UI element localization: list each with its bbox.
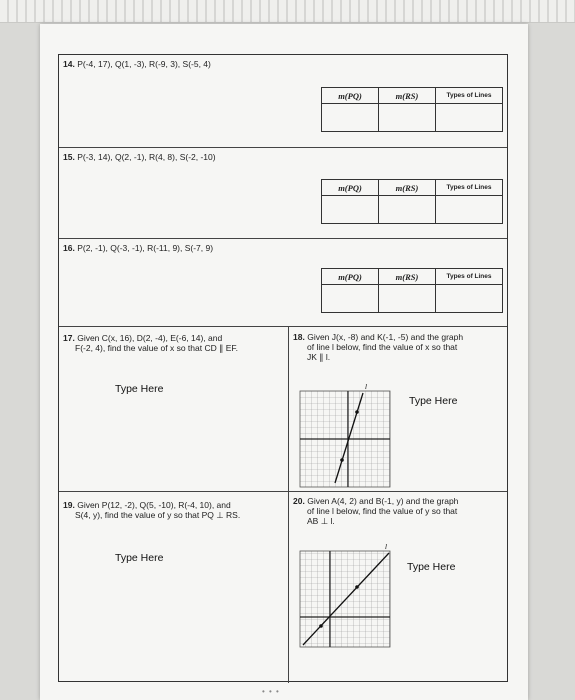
problem-text-line2: S(4, y), find the value of y so that PQ ⊥ RS.: [75, 510, 241, 520]
answer-cell[interactable]: [322, 196, 379, 224]
divider: [59, 147, 507, 148]
page-indicator: • • •: [262, 687, 280, 696]
graph-point: [340, 458, 344, 462]
problem-text-line1: Given P(12, -2), Q(5, -10), R(-4, 10), and: [77, 500, 231, 510]
notebook-spiral: [0, 0, 575, 23]
problem-number: 18.: [293, 332, 305, 342]
answer-cell[interactable]: [322, 285, 379, 313]
problem-17: [63, 333, 283, 353]
col-m-pq: m(PQ): [322, 88, 379, 104]
answer-19-input[interactable]: Type Here: [115, 552, 164, 564]
graph-point: [319, 624, 323, 628]
divider: [59, 238, 507, 239]
slope-table-16: [321, 268, 503, 313]
slope-table-14: [321, 87, 503, 132]
problem-20: [293, 496, 505, 526]
col-m-rs: m(RS): [379, 180, 436, 196]
problem-number: 14.: [63, 59, 75, 69]
divider: [59, 326, 507, 327]
problem-text-line3: AB ⊥ l.: [307, 516, 335, 526]
problem-text-line1: Given J(x, -8) and K(-1, -5) and the graph: [307, 332, 464, 342]
problem-text-line2: of line l below, find the value of y so that: [307, 506, 458, 516]
problem-text: P(2, -1), Q(-3, -1), R(-11, 9), S(-7, 9): [77, 243, 214, 253]
answer-cell[interactable]: [379, 104, 436, 132]
answer-cell[interactable]: [436, 104, 503, 132]
problem-text-line2: F(-2, 4), find the value of x so that CD ∥ EF.: [75, 343, 238, 353]
answer-cell[interactable]: [379, 285, 436, 313]
problem-number: 19.: [63, 500, 75, 510]
slope-table-15: [321, 179, 503, 224]
problem-number: 17.: [63, 333, 75, 343]
problem-text: P(-3, 14), Q(2, -1), R(4, 8), S(-2, -10): [77, 152, 216, 162]
problem-text-line1: Given A(4, 2) and B(-1, y) and the graph: [307, 496, 459, 506]
problem-number: 20.: [293, 496, 305, 506]
answer-cell[interactable]: [379, 196, 436, 224]
problem-number: 16.: [63, 243, 75, 253]
answer-18-input[interactable]: Type Here: [409, 395, 458, 407]
col-m-pq: m(PQ): [322, 269, 379, 285]
column-divider: [288, 326, 289, 683]
graph-point: [355, 585, 359, 589]
problem-number: 15.: [63, 152, 75, 162]
answer-cell[interactable]: [436, 285, 503, 313]
col-types: Types of Lines: [436, 269, 503, 285]
worksheet-frame: [58, 54, 508, 682]
graph-18: [299, 379, 391, 489]
col-types: Types of Lines: [436, 180, 503, 196]
graph-20: [299, 541, 391, 649]
graph-point: [355, 410, 359, 414]
problem-15: [63, 152, 216, 162]
problem-16: [63, 243, 213, 253]
answer-cell[interactable]: [436, 196, 503, 224]
col-m-rs: m(RS): [379, 88, 436, 104]
problem-14: [63, 59, 211, 69]
answer-cell[interactable]: [322, 104, 379, 132]
problem-19: [63, 500, 285, 520]
answer-17-input[interactable]: Type Here: [115, 383, 164, 395]
problem-18: [293, 332, 505, 362]
col-types: Types of Lines: [436, 88, 503, 104]
problem-text-line3: JK ∥ l.: [307, 352, 331, 362]
problem-text: P(-4, 17), Q(1, -3), R(-9, 3), S(-5, 4): [77, 59, 211, 69]
line-label: l: [385, 543, 387, 551]
col-m-pq: m(PQ): [322, 180, 379, 196]
answer-20-input[interactable]: Type Here: [407, 561, 456, 573]
divider: [59, 491, 507, 492]
problem-text-line1: Given C(x, 16), D(2, -4), E(-6, 14), and: [77, 333, 223, 343]
problem-text-line2: of line l below, find the value of x so that: [307, 342, 458, 352]
worksheet-page: [40, 24, 528, 700]
col-m-rs: m(RS): [379, 269, 436, 285]
line-label: l: [365, 383, 367, 391]
